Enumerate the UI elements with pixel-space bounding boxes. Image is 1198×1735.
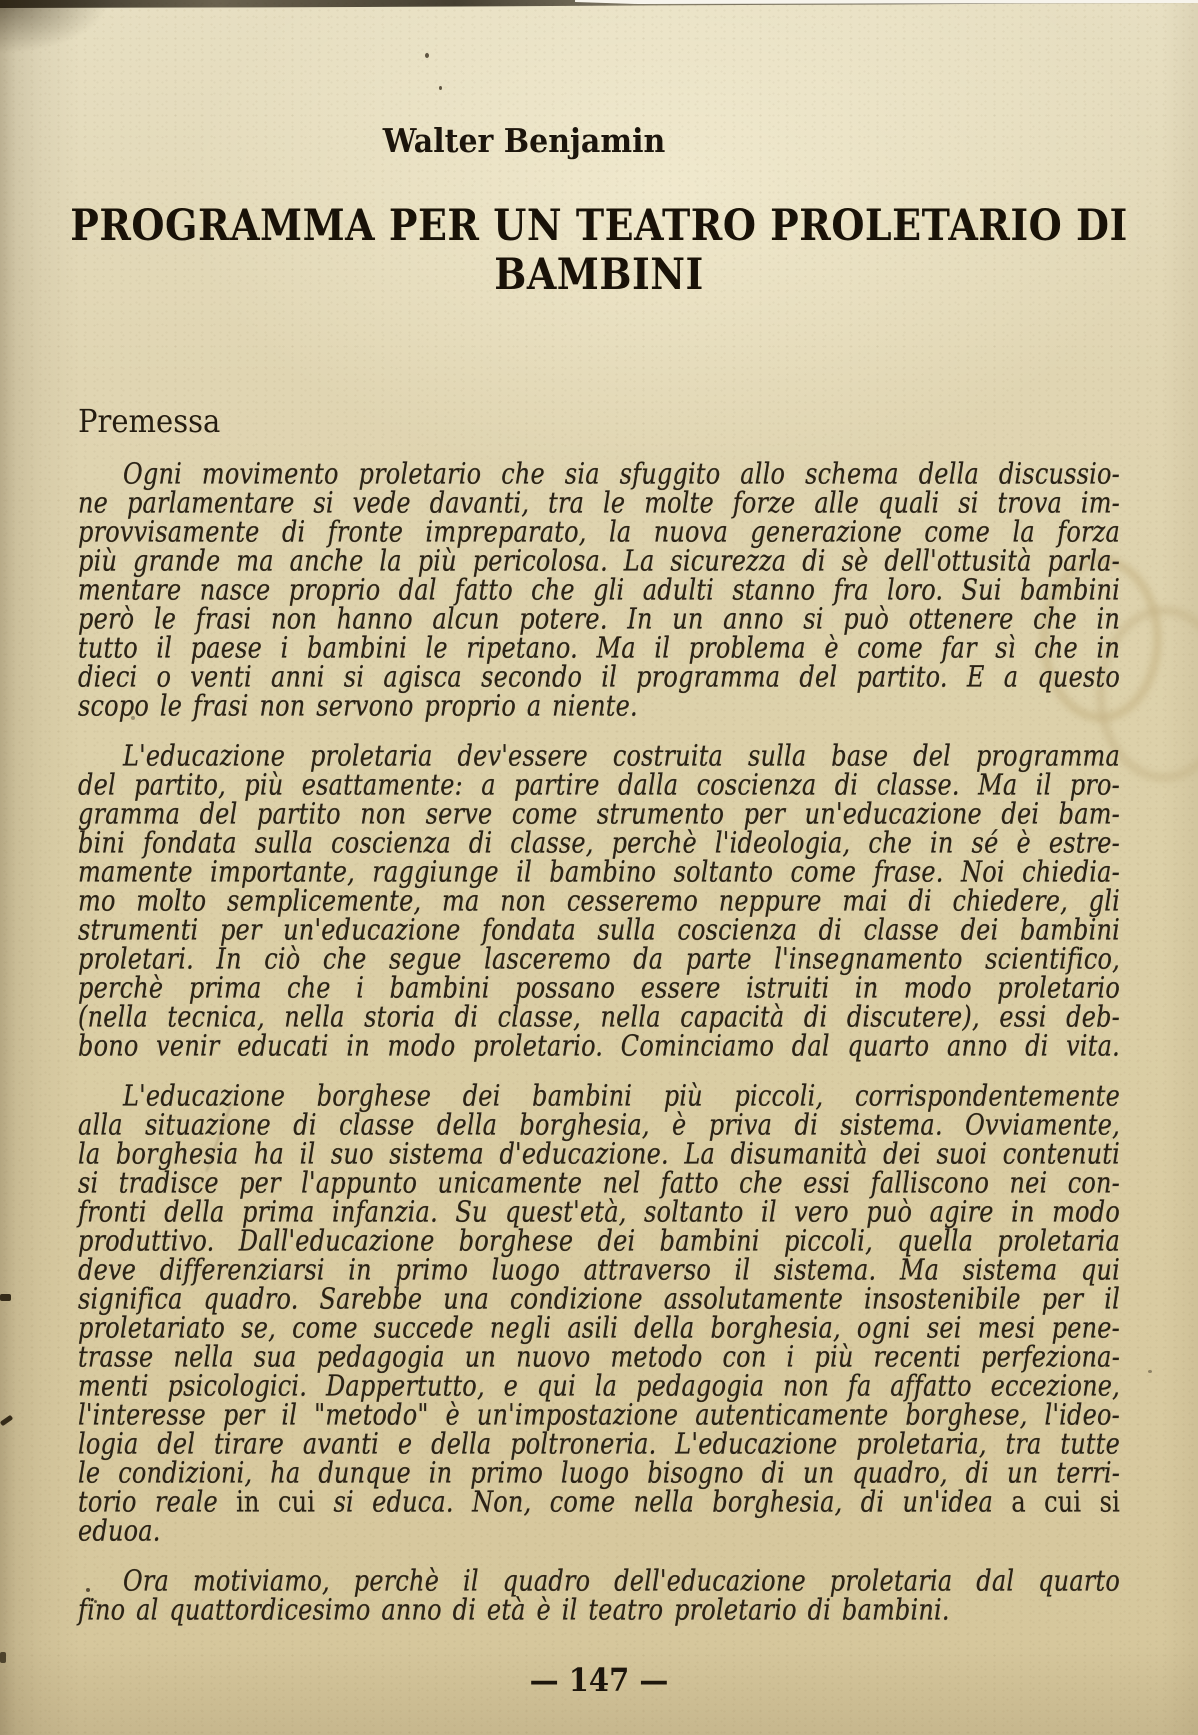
author-name: Walter Benjamin <box>382 122 666 161</box>
text-line: L'educazione borghese dei bambini più piccoli, corrispondentemente <box>123 1078 1120 1113</box>
text-line: fronti della prima infanzia. Su quest'età, soltanto il vero può agire in modo <box>78 1194 1120 1229</box>
text-segment: si educa. Non, come nella borghesia, di un'idea <box>315 1484 1012 1519</box>
corner-smudge-artifact <box>0 0 110 54</box>
section-heading: Premessa <box>78 402 221 440</box>
text-line: provvisamente di fronte impreparato, la nuova generazione come la forza <box>78 514 1120 549</box>
text-line: significa quadro. Sarebbe una condizione assolutamente insostenibile per il <box>78 1281 1120 1316</box>
text-line: Ora motiviamo, perchè il quadro dell'educazione proletaria dal quarto <box>123 1563 1120 1598</box>
text-line: strumenti per un'educazione fondata sulla coscienza di classe dei bambini <box>78 912 1120 947</box>
text-line: logia del tirare avanti e della poltroneria. L'educazione proletaria, tra tutte <box>78 1426 1120 1461</box>
text-line: più grande ma anche la più pericolosa. La sicurezza di sè dell'ottusità parla- <box>78 543 1120 578</box>
text-line: perchè prima che i bambini possano essere istruiti in modo proletario <box>78 970 1120 1005</box>
text-line: proletariato se, come succede negli asili della borghesia, ogni sei mesi pene- <box>78 1310 1120 1345</box>
text-line: del partito, più esattamente: a partire dalla coscienza di classe. Ma il pro- <box>78 767 1120 802</box>
text-line: gramma del partito non serve come strumento per un'educazione dei bam- <box>78 796 1120 831</box>
text-line: la borghesia ha il suo sistema d'educazione. La disumanità dei suoi contenuti <box>78 1136 1120 1171</box>
page-number: — 147 — <box>529 1661 669 1699</box>
text-line: eduoa. <box>78 1513 161 1548</box>
text-line: bini fondata sulla coscienza di classe, perchè l'ideologia, che in sé è estre- <box>78 825 1120 860</box>
text-line: tutto il paese i bambini le ripetano. Ma il problema è come far sì che in <box>78 630 1120 665</box>
text-line: Ogni movimento proletario che sia sfuggito allo schema della discussio- <box>123 456 1120 491</box>
text-segment: torio reale <box>78 1484 237 1519</box>
text-segment: a cui si <box>1011 1484 1120 1519</box>
text-line: però le frasi non hanno alcun potere. In un anno si può ottenere che in <box>78 601 1120 636</box>
text-line: dieci o venti anni si agisca secondo il programma del partito. E a questo <box>78 659 1120 694</box>
ink-speck <box>439 86 442 90</box>
text-line: menti psicologici. Dappertutto, e qui la pedagogia non fa affatto eccezione, <box>78 1368 1120 1403</box>
text-line: bono venir educati in modo proletario. Cominciamo dal quarto anno di vita. <box>78 1028 1120 1063</box>
paragraph <box>78 1078 1120 1548</box>
article-title: PROGRAMMA PER UN TEATRO PROLETARIO DI BAMBINI <box>70 199 1128 300</box>
text-line: deve differenziarsi in primo luogo attraverso il sistema. Ma sistema qui <box>78 1252 1120 1287</box>
text-segment: in cui <box>236 1484 316 1519</box>
text-line: mo molto semplicemente, ma non cesseremo neppure mai di chiedere, gli <box>78 883 1120 918</box>
paragraph <box>78 1563 1120 1627</box>
paragraph <box>78 456 1120 723</box>
ink-speck <box>425 53 429 58</box>
text-line: ne parlamentare si vede davanti, tra le molte forze alle quali si trova im- <box>78 485 1120 520</box>
text-line: le condizioni, ha dunque in primo luogo bisogno di un quadro, di un terri- <box>78 1455 1120 1490</box>
article-body <box>78 456 1120 1627</box>
text-line: L'educazione proletaria dev'essere costruita sulla base del programma <box>123 738 1120 773</box>
page-content <box>0 124 1198 1697</box>
text-line: si tradisce per l'appunto unicamente nel fatto che essi falliscono nei con- <box>78 1165 1120 1200</box>
text-line: alla situazione di classe della borghesia, è priva di sistema. Ovviamente, <box>78 1107 1120 1142</box>
text-line: (nella tecnica, nella storia di classe, nella capacità di discutere), essi deb- <box>78 999 1120 1034</box>
text-line: produttivo. Dall'educazione borghese dei bambini piccoli, quella proletaria <box>78 1223 1120 1258</box>
text-line: l'interesse per il "metodo" è un'impostazione autenticamente borghese, l'ideo- <box>78 1397 1120 1432</box>
text-line: scopo le frasi non servono proprio a niente. <box>78 688 638 723</box>
text-line: fino al quattordicesimo anno di età è il teatro proletario di bambini. <box>78 1592 950 1627</box>
text-line: mamente importante, raggiunge il bambino soltanto come frase. Noi chiedia- <box>78 854 1120 889</box>
text-line: mentare nasce proprio dal fatto che gli adulti stanno fra loro. Sui bambini <box>78 572 1120 607</box>
paragraph <box>78 738 1120 1063</box>
text-line: proletari. In ciò che segue lasceremo da parte l'insegnamento scientifico, <box>78 941 1120 976</box>
text-line: trasse nella sua pedagogia un nuovo metodo con i più recenti perfeziona- <box>78 1339 1120 1374</box>
